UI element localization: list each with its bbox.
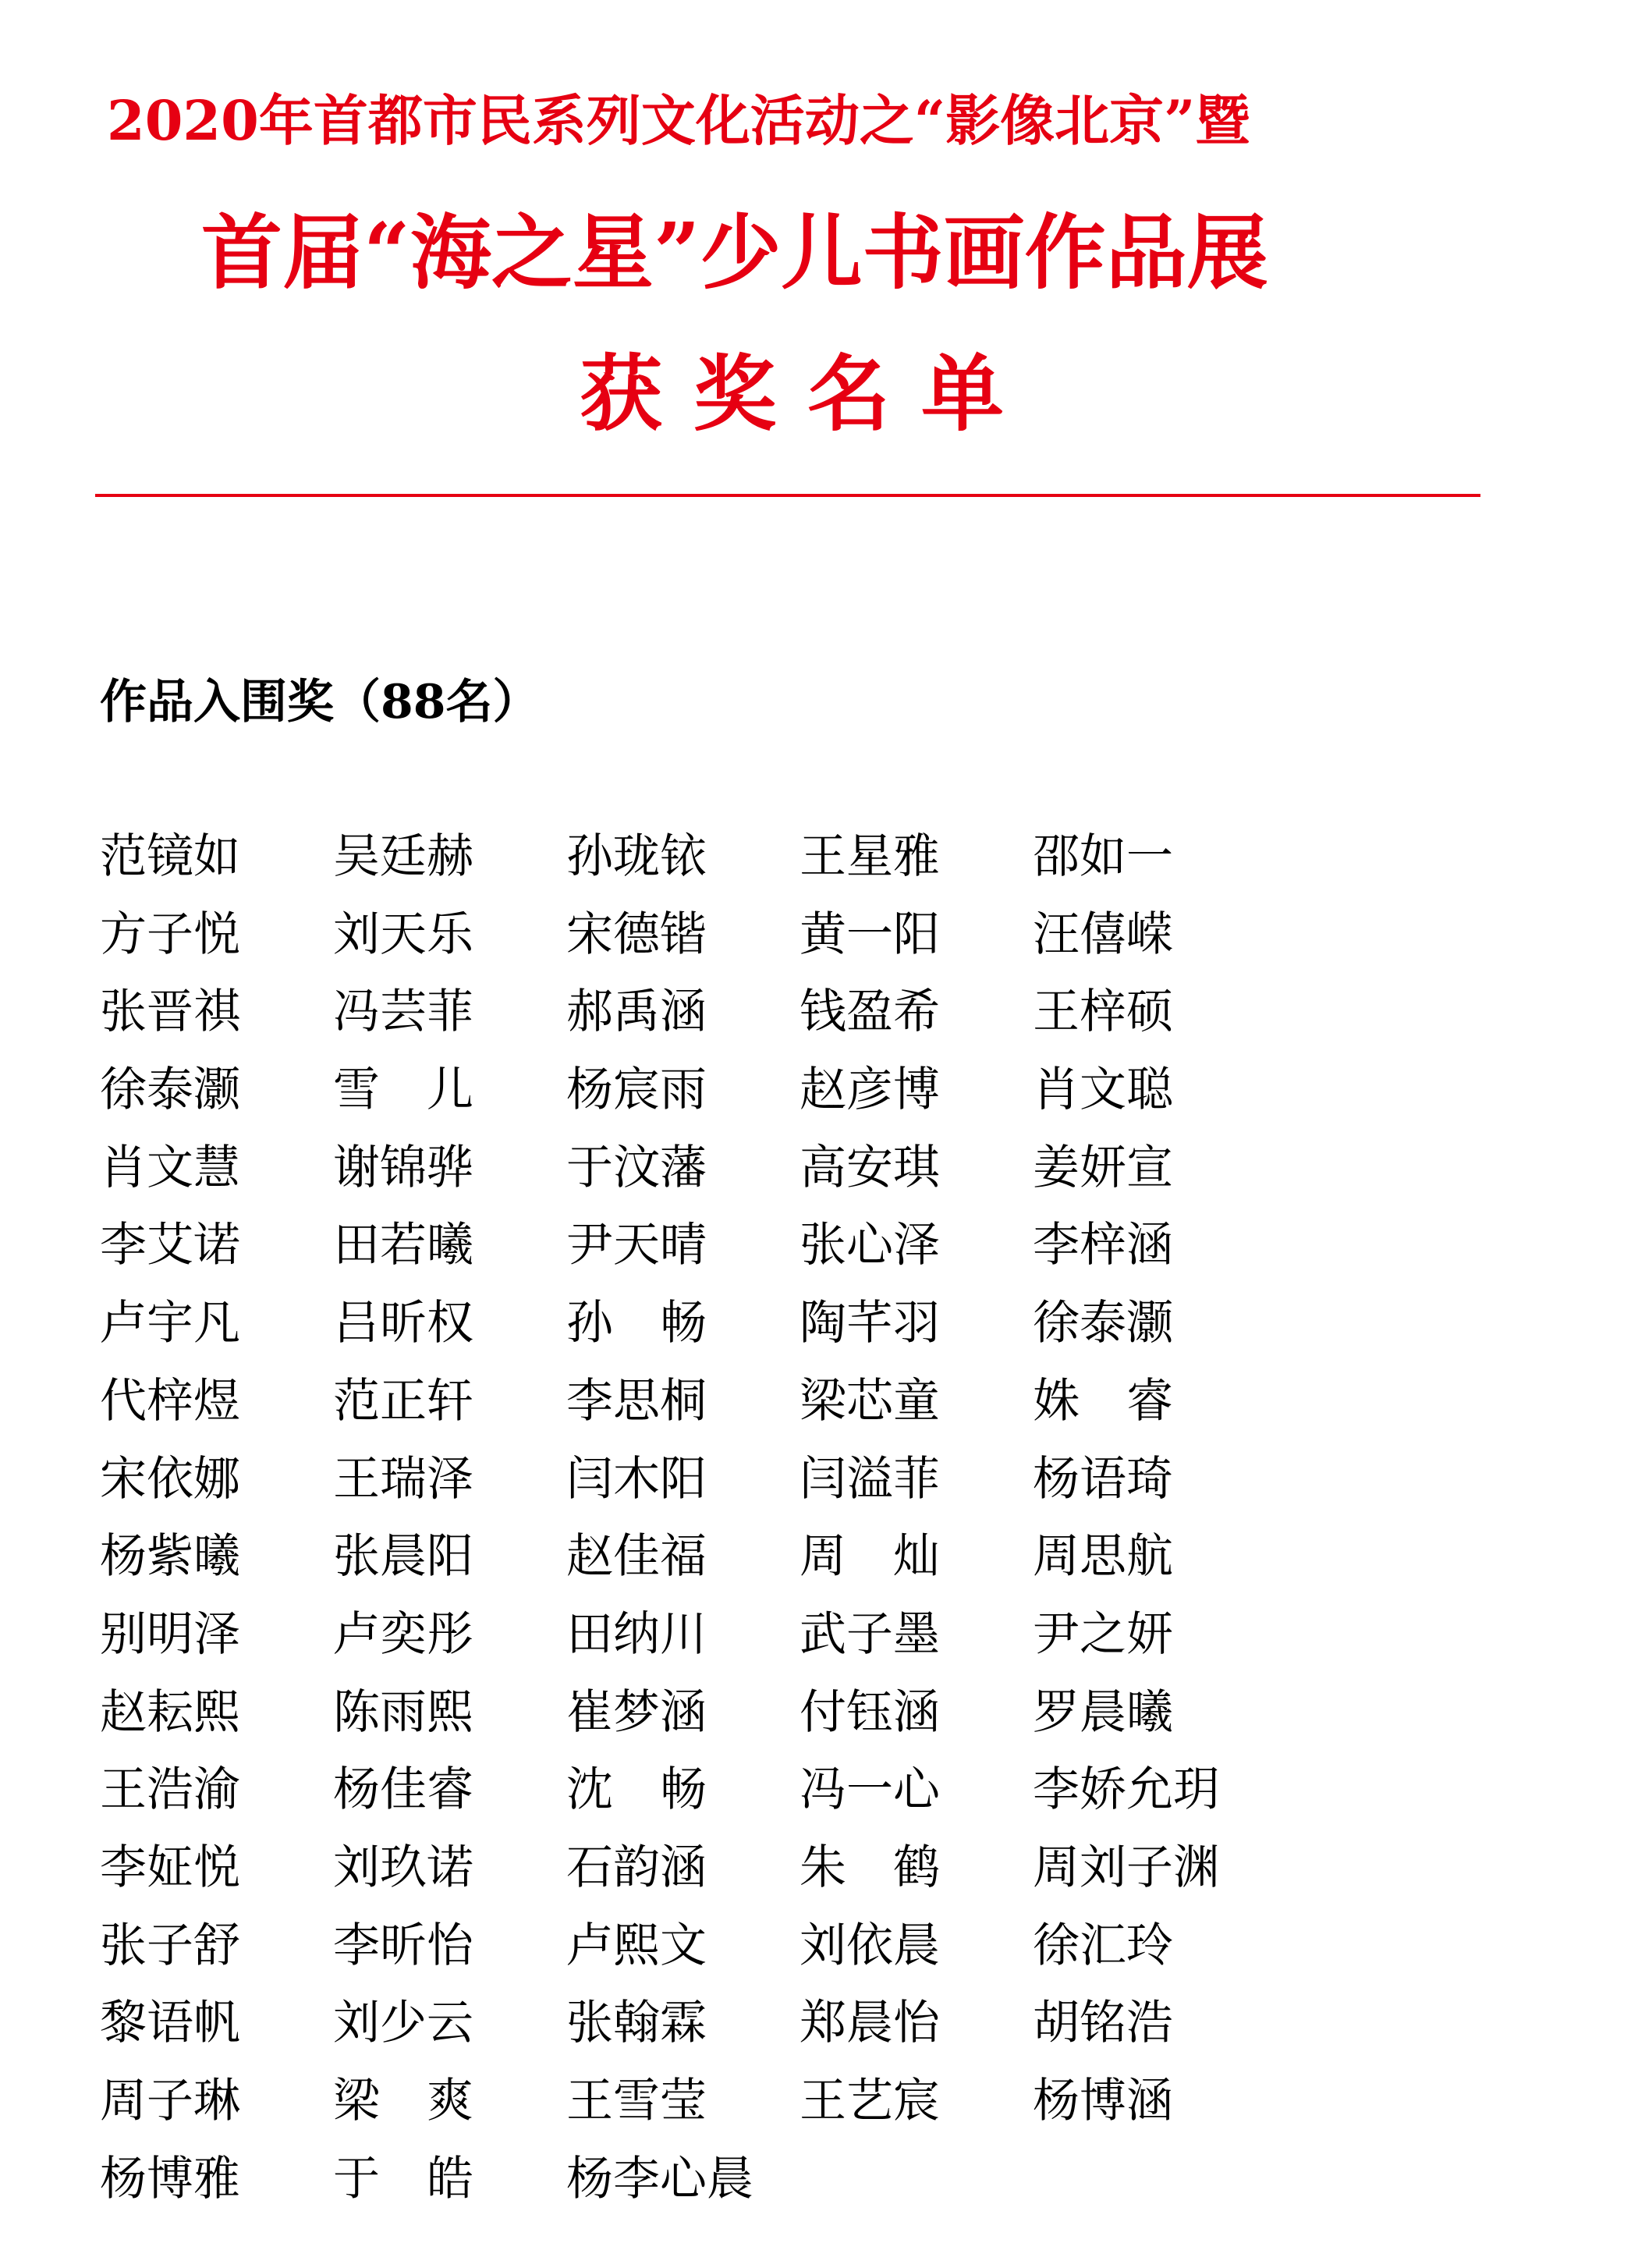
- winner-name: 石韵涵: [566, 1840, 707, 1895]
- name-row: [100, 1525, 1266, 1603]
- name-row: [100, 825, 1266, 903]
- winner-name: 姝 睿: [1033, 1373, 1173, 1429]
- winner-name: 冯芸菲: [333, 985, 473, 1040]
- name-row: [100, 1448, 1266, 1526]
- winner-name: 刘玖诺: [333, 1840, 473, 1895]
- winner-name: 赵彦博: [800, 1063, 940, 1118]
- winner-name: 王浩渝: [100, 1762, 240, 1818]
- winner-name: 张心泽: [800, 1218, 940, 1273]
- winner-name: 田纳川: [566, 1606, 707, 1662]
- winner-name: 冯一心: [800, 1762, 940, 1818]
- title-line-1: 2020年首都市民系列文化活动之“影像北京”暨: [107, 88, 1250, 153]
- title-line-3: 获奖名单: [580, 345, 1035, 442]
- winner-name: 付钰涵: [800, 1684, 940, 1740]
- winner-name: 张翰霖: [566, 1996, 707, 2051]
- winner-name: 范正轩: [333, 1373, 473, 1429]
- winner-name: 崔梦涵: [566, 1684, 707, 1740]
- winner-name: 李思桐: [566, 1373, 707, 1429]
- winner-name: 李姃悦: [100, 1840, 240, 1895]
- winner-name: 田若曦: [333, 1218, 473, 1273]
- winner-name: 吴廷赫: [333, 829, 473, 884]
- winner-name: 周子琳: [100, 2074, 240, 2128]
- winner-name: 黎语帆: [100, 1996, 240, 2051]
- name-row: [100, 1603, 1266, 1681]
- winner-name: 徐泰灏: [1033, 1296, 1173, 1351]
- winner-name: 杨佳睿: [333, 1762, 473, 1818]
- winner-name: 刘依晨: [800, 1918, 940, 1973]
- winner-name: 肖文慧: [100, 1140, 240, 1195]
- winner-name: 梁 爽: [333, 2074, 473, 2128]
- winner-name: 尹天晴: [566, 1218, 707, 1273]
- winner-name: 杨紫曦: [100, 1529, 240, 1585]
- winner-name: 宋依娜: [100, 1451, 240, 1507]
- winner-name: 杨博雅: [100, 2151, 240, 2206]
- winner-name: 李昕怡: [333, 1918, 473, 1973]
- winner-name: 杨宸雨: [566, 1063, 707, 1118]
- name-row: [100, 1759, 1266, 1837]
- winner-name: 周刘子渊: [1033, 1840, 1220, 1895]
- winner-name: 徐汇玲: [1033, 1918, 1173, 1973]
- red-divider: [95, 494, 1480, 497]
- winner-name: 肖文聪: [1033, 1063, 1173, 1118]
- name-row: [100, 1915, 1266, 1993]
- winner-name: 吕昕权: [333, 1296, 473, 1351]
- winner-name: 刘天乐: [333, 907, 473, 962]
- winner-name: 尹之妍: [1033, 1606, 1173, 1662]
- name-row: [100, 1292, 1266, 1370]
- winner-name: 周思航: [1033, 1529, 1173, 1585]
- winner-name: 汪僖嵘: [1033, 907, 1173, 962]
- winner-name: 杨李心晨: [566, 2151, 753, 2206]
- winner-name: 李梓涵: [1033, 1218, 1173, 1273]
- winner-name: 宋德锴: [566, 907, 707, 962]
- winner-name: 闫溢菲: [800, 1451, 940, 1507]
- winner-name: 李艾诺: [100, 1218, 240, 1273]
- winner-name: 陈雨熙: [333, 1684, 473, 1740]
- winner-name: 陶芊羽: [800, 1296, 940, 1351]
- winner-name: 郑晨怡: [800, 1996, 940, 2051]
- winner-name: 于 皓: [333, 2151, 473, 2206]
- winner-name: 方子悦: [100, 907, 240, 962]
- winner-name: 王瑞泽: [333, 1451, 473, 1507]
- name-row: [100, 1837, 1266, 1915]
- winner-name: 卢宇凡: [100, 1296, 240, 1351]
- winner-name: 雪 儿: [333, 1063, 473, 1118]
- winner-name: 杨博涵: [1033, 2074, 1173, 2128]
- winner-name: 孙珑铱: [566, 829, 707, 884]
- name-row: [100, 2070, 1266, 2148]
- winner-name: 沈 畅: [566, 1762, 707, 1818]
- winner-name: 赵佳福: [566, 1529, 707, 1585]
- name-row: [100, 1214, 1266, 1292]
- title-line-2: 首届“海之星”少儿书画作品展: [201, 204, 1268, 300]
- winners-name-grid: [100, 825, 1266, 2225]
- winner-name: 钱盈希: [800, 985, 940, 1040]
- winner-name: 王雪莹: [566, 2074, 707, 2128]
- winner-name: 于汶藩: [566, 1140, 707, 1195]
- winner-name: 王梓硕: [1033, 985, 1173, 1040]
- winner-name: 谢锦骅: [333, 1140, 473, 1195]
- winner-name: 高安琪: [800, 1140, 940, 1195]
- section-heading: 作品入围奖（88名）: [100, 675, 540, 729]
- winner-name: 孙 畅: [566, 1296, 707, 1351]
- winner-name: 邵如一: [1033, 829, 1173, 884]
- winner-name: 姜妍宣: [1033, 1140, 1173, 1195]
- winner-name: 赵耘熙: [100, 1684, 240, 1740]
- winner-name: 卢奕彤: [333, 1606, 473, 1662]
- winner-name: 徐泰灏: [100, 1063, 240, 1118]
- winner-name: 李娇允玥: [1033, 1762, 1220, 1818]
- winner-name: 周 灿: [800, 1529, 940, 1585]
- winner-name: 梁芯童: [800, 1373, 940, 1429]
- winner-name: 闫木阳: [566, 1451, 707, 1507]
- name-row: [100, 1681, 1266, 1759]
- winner-name: 卢熙文: [566, 1918, 707, 1973]
- name-row: [100, 981, 1266, 1059]
- name-row: [100, 2148, 1266, 2226]
- winner-name: 代梓煜: [100, 1373, 240, 1429]
- name-row: [100, 1992, 1266, 2070]
- winner-name: 朱 鹤: [800, 1840, 940, 1895]
- name-row: [100, 903, 1266, 981]
- name-row: [100, 1137, 1266, 1215]
- winner-name: 郝禹涵: [566, 985, 707, 1040]
- winner-name: 王艺宸: [800, 2074, 940, 2128]
- winner-name: 罗晨曦: [1033, 1684, 1173, 1740]
- winner-name: 张晋祺: [100, 985, 240, 1040]
- winner-name: 别明泽: [100, 1606, 240, 1662]
- name-row: [100, 1059, 1266, 1137]
- winner-name: 胡铭浩: [1033, 1996, 1173, 2051]
- winner-name: 张子舒: [100, 1918, 240, 1973]
- winner-name: 张晨阳: [333, 1529, 473, 1585]
- winner-name: 王星雅: [800, 829, 940, 884]
- name-row: [100, 1370, 1266, 1448]
- winner-name: 黄一阳: [800, 907, 940, 962]
- winner-name: 武子墨: [800, 1606, 940, 1662]
- winner-name: 刘少云: [333, 1996, 473, 2051]
- winner-name: 范镜如: [100, 829, 240, 884]
- winner-name: 杨语琦: [1033, 1451, 1173, 1507]
